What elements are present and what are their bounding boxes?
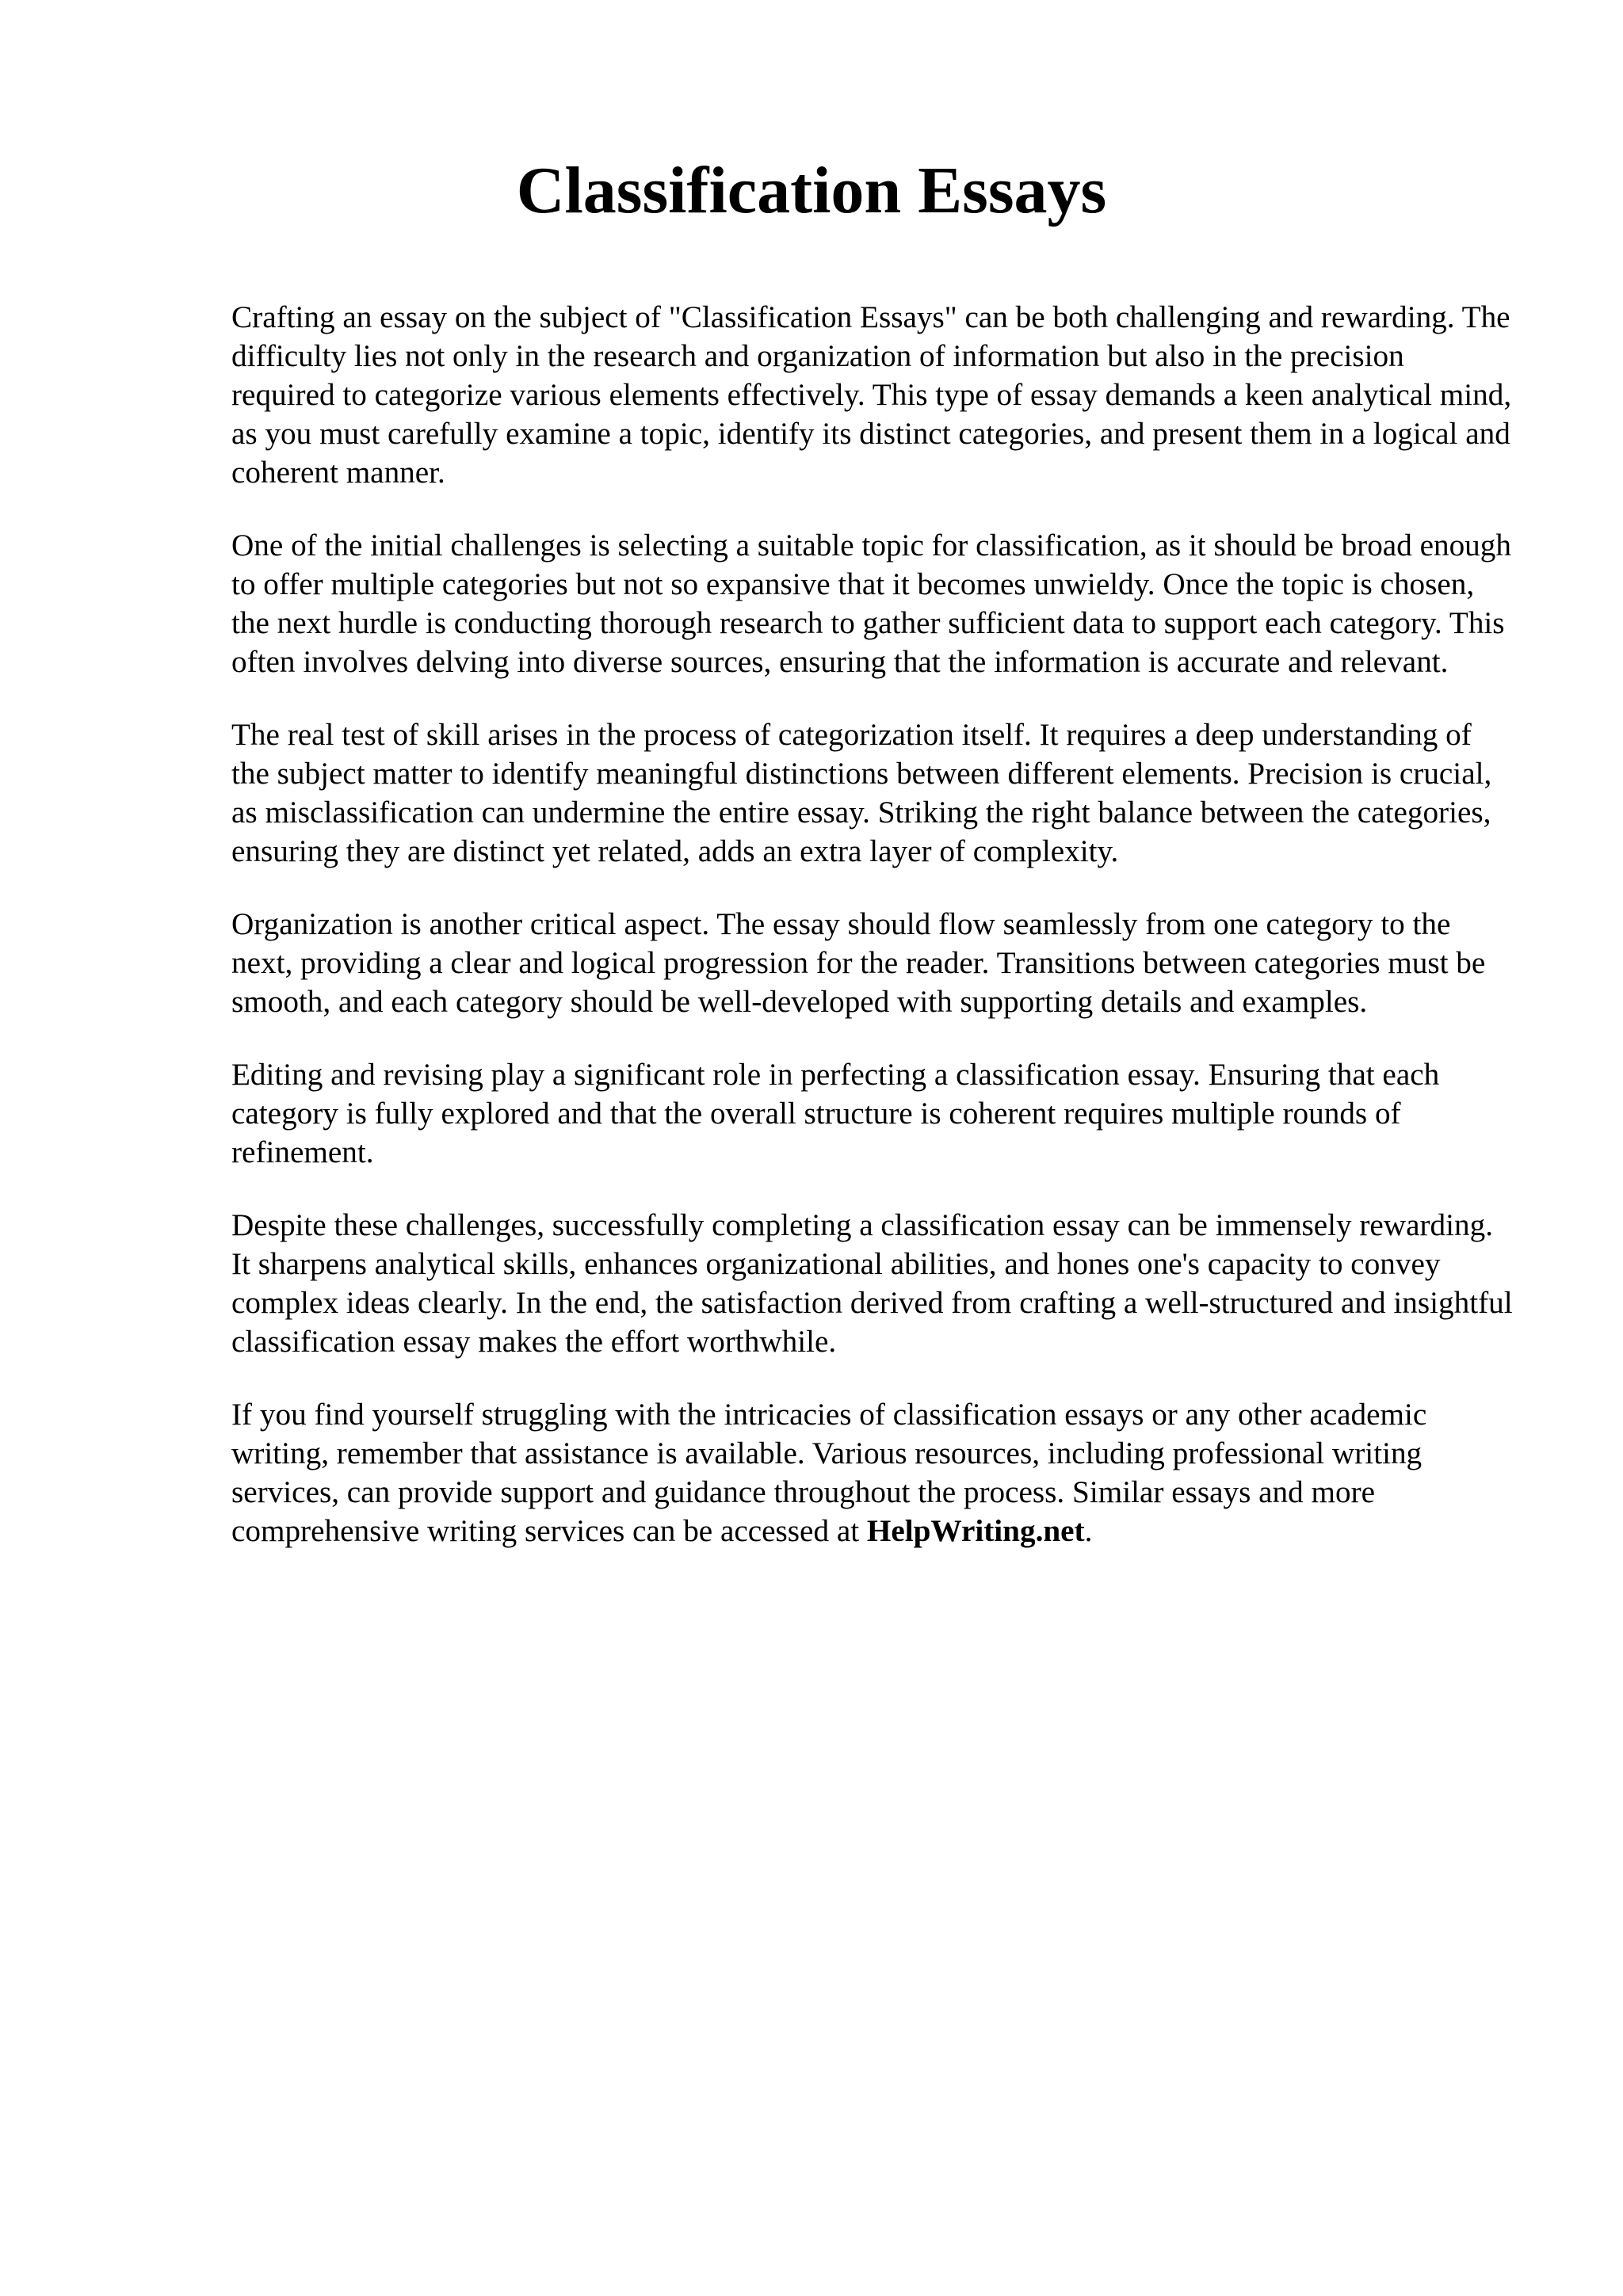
helpwriting-link[interactable]: HelpWriting.net bbox=[866, 1514, 1085, 1548]
essay-body bbox=[231, 298, 1515, 1585]
page-title: Classification Essays bbox=[516, 154, 1107, 227]
paragraph-5: Editing and revising play a significant role in perfecting a classification essay. Ensuring that each category is fully explored and that the overall structure is coherent requires multiple rounds of refinement. bbox=[231, 1058, 1440, 1169]
paragraph-6: Despite these challenges, successfully completing a classification essay can be immensely rewarding. It sharpens analytical skills, enhances organizational abilities, and hones one's capacity to convey complex ideas clearly. In the end, the satisfaction derived from crafting a well-structured and insightful classification essay makes the effort worthwhile. bbox=[231, 1208, 1513, 1359]
paragraph-4: Organization is another critical aspect. The essay should flow seamlessly from one category to the next, providing a clear and logical progression for the reader. Transitions between categories must be smooth, and each category should be well-developed with supporting details and examples. bbox=[231, 907, 1486, 1019]
closing-paragraph bbox=[231, 1395, 1515, 1550]
paragraph-1: Crafting an essay on the subject of "Classification Essays" can be both challenging and rewarding. The difficulty lies not only in the research and organization of information but also in the precision required to categorize various elements effectively. This type of essay demands a keen analytical mind, as you must carefully examine a topic, identify its distinct categories, and present them in a logical and coherent manner. bbox=[231, 300, 1512, 490]
closing-end: . bbox=[1084, 1514, 1093, 1548]
paragraph-3: The real test of skill arises in the process of categorization itself. It requires a deep understanding of the subject matter to identify meaningful distinctions between different elements. Precision is crucial, as misclassification can undermine the entire essay. Striking the right balance between the categories, ensuring they are distinct yet related, adds an extra layer of complexity. bbox=[231, 718, 1492, 868]
paragraph-2: One of the initial challenges is selecting a suitable topic for classification, as it should be broad enough to offer multiple categories but not so expansive that it becomes unwieldy. Once the topic is chosen, the next hurdle is conducting thorough research to gather sufficient data to support each category. This often involves delving into diverse sources, ensuring that the information is accurate and relevant. bbox=[231, 528, 1511, 679]
closing-text: If you find yourself struggling with the intricacies of classification essays or any other academic writing, remember that assistance is available. Various resources, including professional writing services, can provide support and guidance throughout the process. Similar essays and more comprehensive writing services can be accessed at bbox=[231, 1398, 1427, 1548]
